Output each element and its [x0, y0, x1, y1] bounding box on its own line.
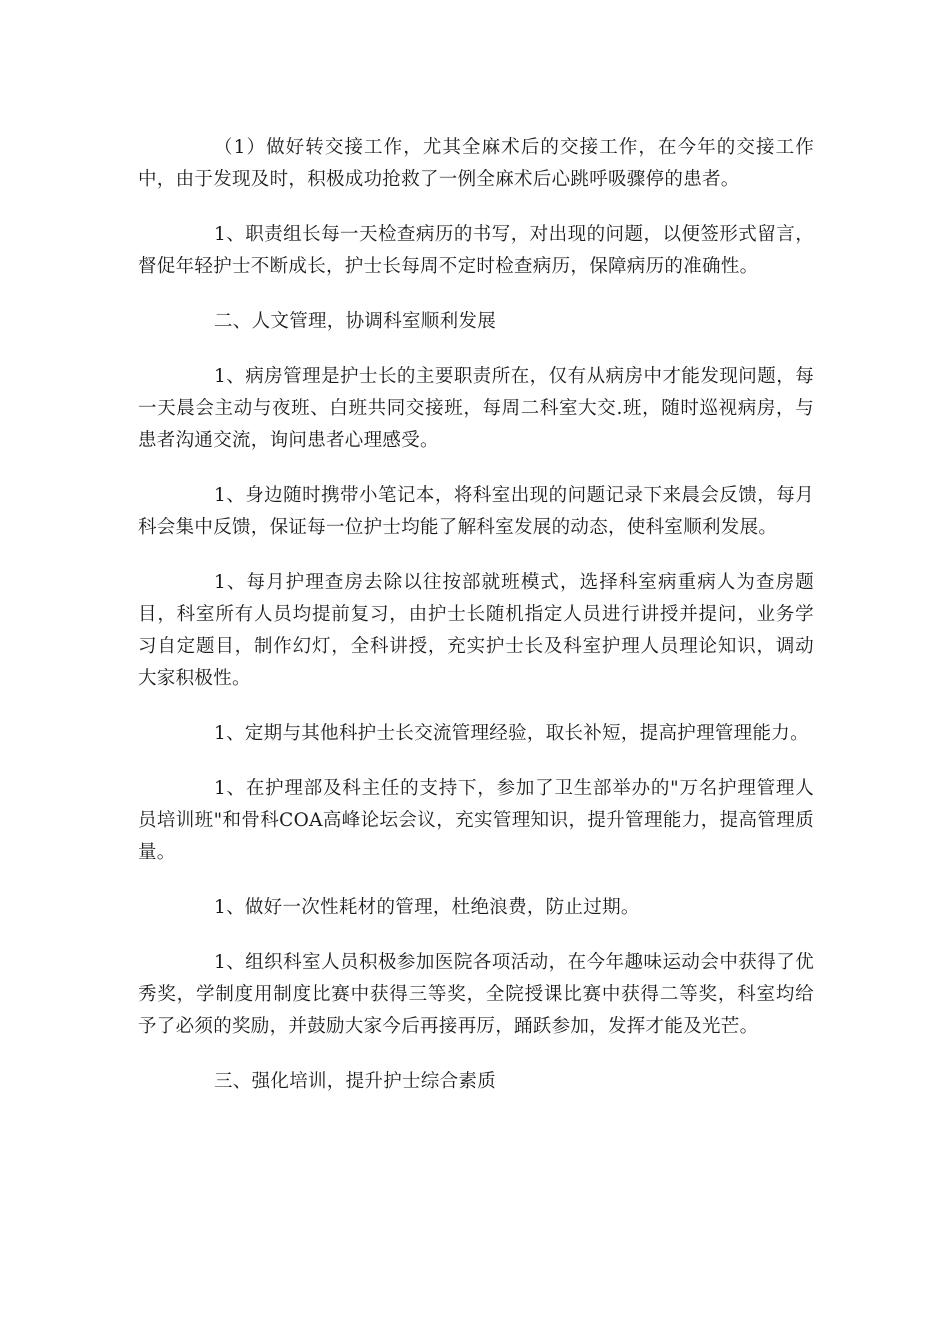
paragraph-ward-rounds: 1、每月护理查房去除以往按部就班模式，选择科室病重病人为查房题目，科室所有人员均提前复习，由护士长随机指定人员进行讲授并提问，业务学习自定题目，制作幻灯，全科讲授，充实护士长及科室护理人员理论知识，调动大家积极性。	[138, 572, 814, 689]
paragraph-notebook: 1、身边随时携带小笔记本，将科室出现的问题记录下来晨会反馈，每月科会集中反馈，保证每一位护士均能了解科室发展的动态，使科室顺利发展。	[138, 485, 814, 538]
paragraph-exchange-experience: 1、定期与其他科护士长交流管理经验，取长补短，提高护理管理能力。	[214, 723, 809, 744]
paragraph-activities: 1、组织科室人员积极参加医院各项活动，在今年趣味运动会中获得了优秀奖，学制度用制度比赛中获得三等奖，全院授课比赛中获得二等奖，科室均给予了必须的奖励，并鼓励大家今后再接再厉，踊跃参加，发挥才能及光芒。	[138, 952, 814, 1037]
paragraph-handover: （1）做好转交接工作，尤其全麻术后的交接工作，在今年的交接工作中，由于发现及时，积极成功抢救了一例全麻术后心跳呼吸骤停的患者。	[138, 137, 814, 190]
section-heading-training: 三、强化培训，提升护士综合素质	[214, 1071, 497, 1092]
paragraph-ward-management: 1、病房管理是护士长的主要职责所在，仅有从病房中才能发现问题，每一天晨会主动与夜班、白班共同交接班，每周二科室大交.班，随时巡视病房，与患者沟通交流，询问患者心理感受。	[138, 366, 814, 451]
paragraph-consumables: 1、做好一次性耗材的管理，杜绝浪费，防止过期。	[214, 897, 640, 918]
paragraph-training-course: 1、在护理部及科主任的支持下，参加了卫生部举办的"万名护理管理人员培训班"和骨科COA高峰论坛会议，充实管理知识，提升管理能力，提高管理质量。	[138, 778, 814, 863]
paragraph-record-check: 1、职责组长每一天检查病历的书写，对出现的问题，以便签形式留言，督促年轻护士不断成长，护士长每周不定时检查病历，保障病历的准确性。	[138, 224, 814, 277]
document-body	[138, 132, 814, 1121]
section-heading-humanistic-management: 二、人文管理，协调科室顺利发展	[214, 311, 497, 332]
